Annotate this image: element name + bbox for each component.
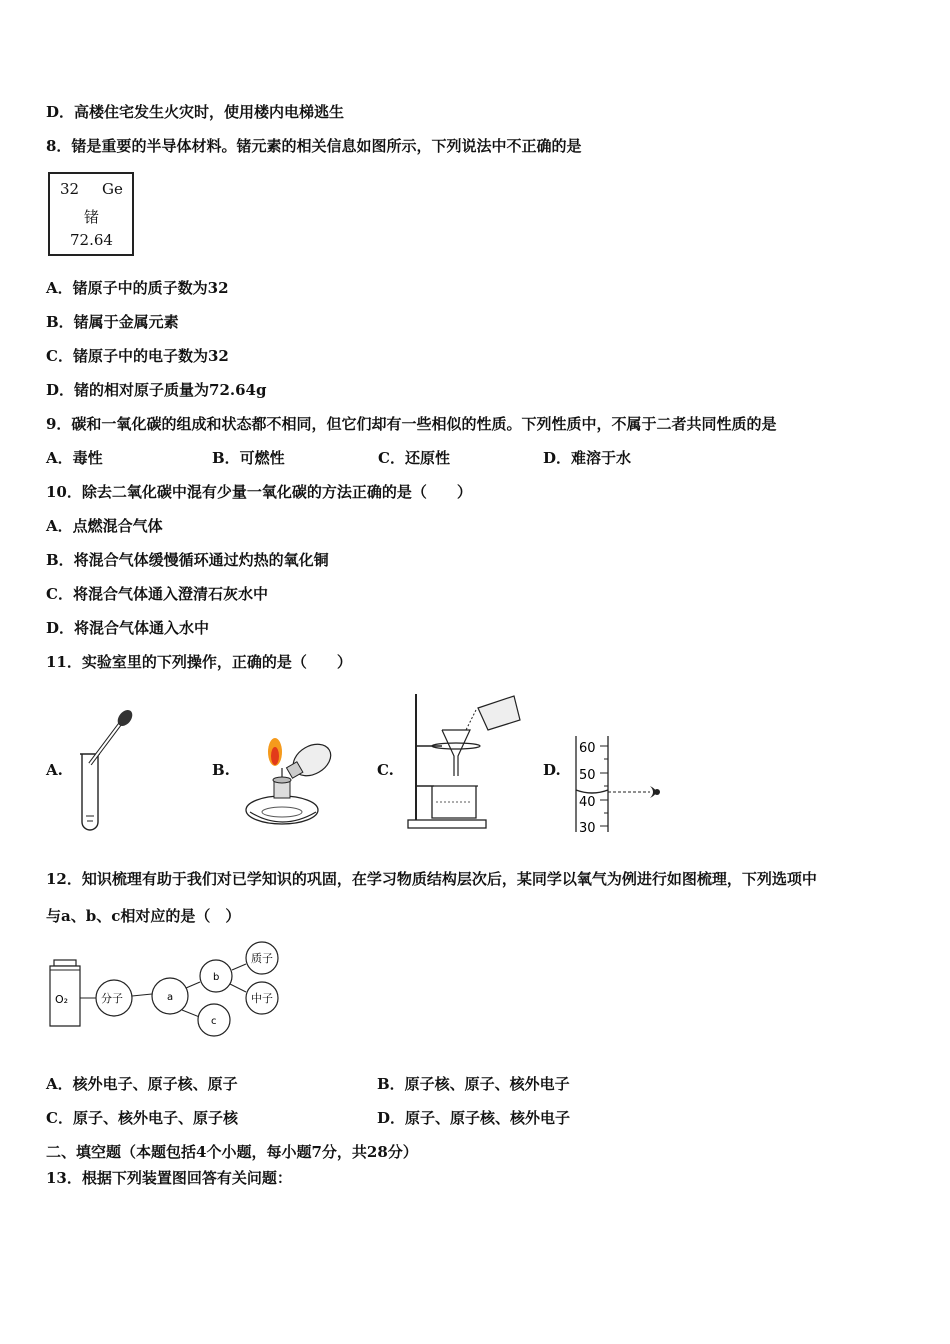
q9-option-d: D．难溶于水 <box>543 449 632 467</box>
element-mass: 72.64 <box>70 231 113 249</box>
q10-option-a: A．点燃混合气体 <box>46 517 163 535</box>
element-card-germanium <box>48 172 134 256</box>
q11-stem: 11．实验室里的下列操作，正确的是（ ） <box>46 653 352 671</box>
q9-option-c: C．还原性 <box>378 449 450 467</box>
q8-option-d: D．锗的相对原子质量为72.64g <box>46 381 267 399</box>
node-a: a <box>167 992 174 1003</box>
element-name: 锗 <box>84 208 100 226</box>
q10-option-d: D．将混合气体通入水中 <box>46 619 210 637</box>
cylinder-tick-50: 50 <box>579 768 596 783</box>
q12-stem-line1: 12．知识梳理有助于我们对已学知识的巩固，在学习物质结构层次后，某同学以氧气为例进行如图梳理，下列选项中 <box>46 870 817 888</box>
element-symbol: Ge <box>102 180 123 198</box>
q11-label-a: A. <box>46 761 63 779</box>
alcohol-lamp-diagram <box>240 720 340 830</box>
q9-option-b: B．可燃性 <box>212 449 285 467</box>
q13-stem: 13．根据下列装置图回答有关问题： <box>46 1169 292 1187</box>
q12-stem-line2: 与a、b、c相对应的是（ ） <box>46 907 241 925</box>
q9-stem: 9．碳和一氧化碳的组成和状态都不相同，但它们却有一些相似的性质。下列性质中，不属于二者共同性质的是 <box>46 415 777 433</box>
bottle-label: O₂ <box>55 993 69 1006</box>
q8-option-c: C．锗原子中的电子数为32 <box>46 347 229 365</box>
q8-stem: 8．锗是重要的半导体材料。锗元素的相关信息如图所示，下列说法中不正确的是 <box>46 137 582 155</box>
cylinder-tick-60: 60 <box>579 741 596 756</box>
q12-option-b: B．原子核、原子、核外电子 <box>377 1075 570 1093</box>
q11-label-d: D. <box>543 761 561 779</box>
cylinder-tick-30: 30 <box>579 821 596 834</box>
molecule-label: 分子 <box>101 992 123 1005</box>
q8-option-b: B．锗属于金属元素 <box>46 313 179 331</box>
element-number: 32 <box>60 180 80 198</box>
graduated-cylinder-diagram <box>570 736 670 834</box>
q11-label-c: C. <box>377 761 394 779</box>
q9-option-a: A．毒性 <box>46 449 103 467</box>
node-b: b <box>213 972 220 983</box>
q8-option-a: A．锗原子中的质子数为32 <box>46 279 229 297</box>
filtration-diagram <box>404 690 529 830</box>
q10-option-c: C．将混合气体通入澄清石灰水中 <box>46 585 268 603</box>
oxygen-structure-diagram <box>44 940 294 1040</box>
q12-option-d: D．原子、原子核、核外电子 <box>377 1109 571 1127</box>
q12-option-a: A．核外电子、原子核、原子 <box>46 1075 238 1093</box>
q7-option-d: D．高楼住宅发生火灾时，使用楼内电梯逃生 <box>46 103 345 121</box>
neutron-label: 中子 <box>251 992 273 1005</box>
q10-option-b: B．将混合气体缓慢循环通过灼热的氧化铜 <box>46 551 329 569</box>
dropper-test-tube-diagram <box>70 706 140 834</box>
proton-label: 质子 <box>251 952 273 965</box>
q10-stem: 10．除去二氧化碳中混有少量一氧化碳的方法正确的是（ ） <box>46 483 472 501</box>
section2-title: 二、填空题（本题包括4个小题，每小题7分，共28分） <box>46 1143 418 1161</box>
q11-label-b: B. <box>212 761 230 779</box>
node-c: c <box>211 1016 217 1027</box>
q12-option-c: C．原子、核外电子、原子核 <box>46 1109 238 1127</box>
cylinder-tick-40: 40 <box>579 795 596 810</box>
